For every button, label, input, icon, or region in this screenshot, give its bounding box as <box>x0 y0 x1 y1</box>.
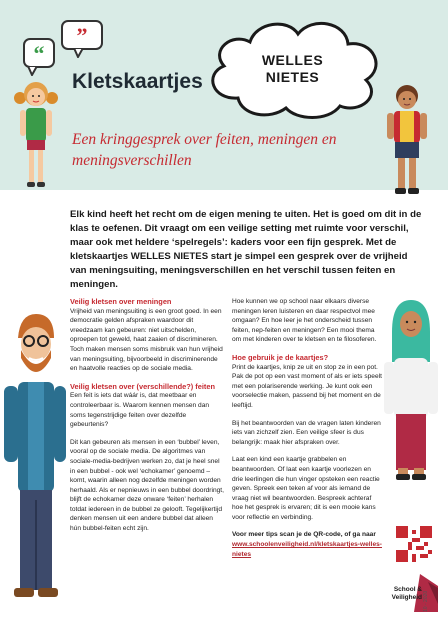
headscarf-woman-illustration <box>380 292 442 492</box>
boy-illustration <box>382 82 432 200</box>
red-quote-bubble-icon <box>61 20 103 50</box>
paragraph: Bij het beantwoorden van de vragen laten kinderen iets van zichzelf zien. Een veilige sfeer is dus belangrijk: maak hier afspraken over. <box>232 419 381 446</box>
paragraph: Hoe kunnen we op school naar elkaars diverse meningen leren luisteren en daar respectvol mee omgaan? En hoe leer je het onderscheid tussen feiten, nep-feiten en meningen? Een mooi thema om met kinderen over te kletsen en te filosoferen. <box>232 298 377 344</box>
page-subtitle: Een kringgesprek over feiten, meningen en meningsverschillen <box>72 131 337 169</box>
page-title: Kletskaartjes <box>72 70 203 93</box>
qr-code-icon[interactable] <box>396 526 432 562</box>
paragraph: Vrijheid van meningsuiting is een groot goed. In een democratie gelden afspraken waardoor dit vreedzaam kan gebeuren: niet uitschelden, oproepen tot geweld, haat zaaien of discrimineren. Toch maken mensen soms misbruik van hun vrijheid van meningsuiting, bijvoorbeeld in discriminerende en haatvolle reacties op de sociale media. <box>70 307 223 373</box>
green-quote-bubble-icon <box>23 38 55 68</box>
quote-close-mark: ” <box>76 23 88 48</box>
cta-paragraph <box>232 530 382 559</box>
cloud-title <box>225 52 360 86</box>
heading-veilig-kletsen-feiten: Veilig kletsen over (verschillende?) feiten <box>70 381 215 391</box>
cta-text: Voor meer tips scan je de QR-code, of ga naar <box>232 531 376 539</box>
school-en-veiligheid-logo <box>384 572 438 612</box>
paragraph: Dit kan gebeuren als mensen in een ‘bubbel’ leven, vooral op de sociale media. De algoritmes van sociale-media-bedrijven werken zo, dat je heel snel in een bubbel - ook wel ‘echokamer’ genoemd – komt, waarin alleen nog dezelfde meningen worden herhaald. Als er nepnieuws in een bubbel doordringt, blijft de echokamer deze onware ‘feiten’ herhalen totdat iedereen in de bubbel ze gelooft. Tegelijkertijd denken mensen uit een andere bubbel dat alleen hún bubbel-feiten echt zijn. <box>70 438 224 533</box>
cloud-title-line2: NIETES <box>265 69 320 85</box>
logo-text <box>384 586 422 601</box>
document-code: 10 - 2020 <box>423 590 429 612</box>
logo-line1: School & <box>393 586 422 593</box>
right-column <box>232 297 382 567</box>
logo-line2: Veiligheid <box>391 593 422 601</box>
left-column <box>70 297 224 542</box>
heading-hoe-gebruik: Hoe gebruik je de kaartjes? <box>232 352 329 362</box>
paragraph: Print de kaartjes, knip ze uit en stop ze in een pot. Pak de pot op een vast moment of als er iets speelt met een polariserende werking. Je kunt ook een voorselectie maken, passend bij het moment en de leeftijd. <box>232 363 382 409</box>
heading-veilig-kletsen-meningen: Veilig kletsen over meningen <box>70 297 172 306</box>
paragraph: Laat een kind een kaartje grabbelen en beantwoorden. Of laat een kaartje voorlezen en drie leerlingen die hun vinger opsteken een reactie geven. Spreek een teken af voor als iemand de vraag niet wil beantwoorden. Bespreek achteraf hoe het gesprek is ervaren; dit is een mooie kans voor reflectie en verbinding. <box>232 456 380 521</box>
bubble-tail-icon <box>72 48 86 58</box>
quote-open-mark: “ <box>33 41 45 66</box>
website-link[interactable]: www.schoolenveiligheid.nl/kletskaartjes-welles-nietes <box>232 541 382 558</box>
girl-illustration <box>14 76 58 196</box>
paragraph: Een feit is iets dat wáár is, dat meetbaar en controleerbaar is. Waarom kennen mensen dan soms tegenstrijdige feiten over dezelfde gebeurtenis? <box>70 392 210 429</box>
intro-paragraph: Elk kind heeft het recht om de eigen mening te uiten. Het is goed om dit in de klas te oefenen. Dit vraagt om een veilige setting met ruimte voor verschil, maar ook met heldere ‘spelregels’: kaders voor een fijn gesprek. Met de kletskaartjes WELLES NIETES start je simpel een gesprek over de vrijheid van meningsuiting, meningsverschillen en het verschil tussen feiten en meningen. <box>70 209 422 290</box>
bubble-tail-icon <box>26 66 40 76</box>
bearded-man-illustration <box>0 300 68 620</box>
cloud-title-line1: WELLES <box>261 52 324 68</box>
